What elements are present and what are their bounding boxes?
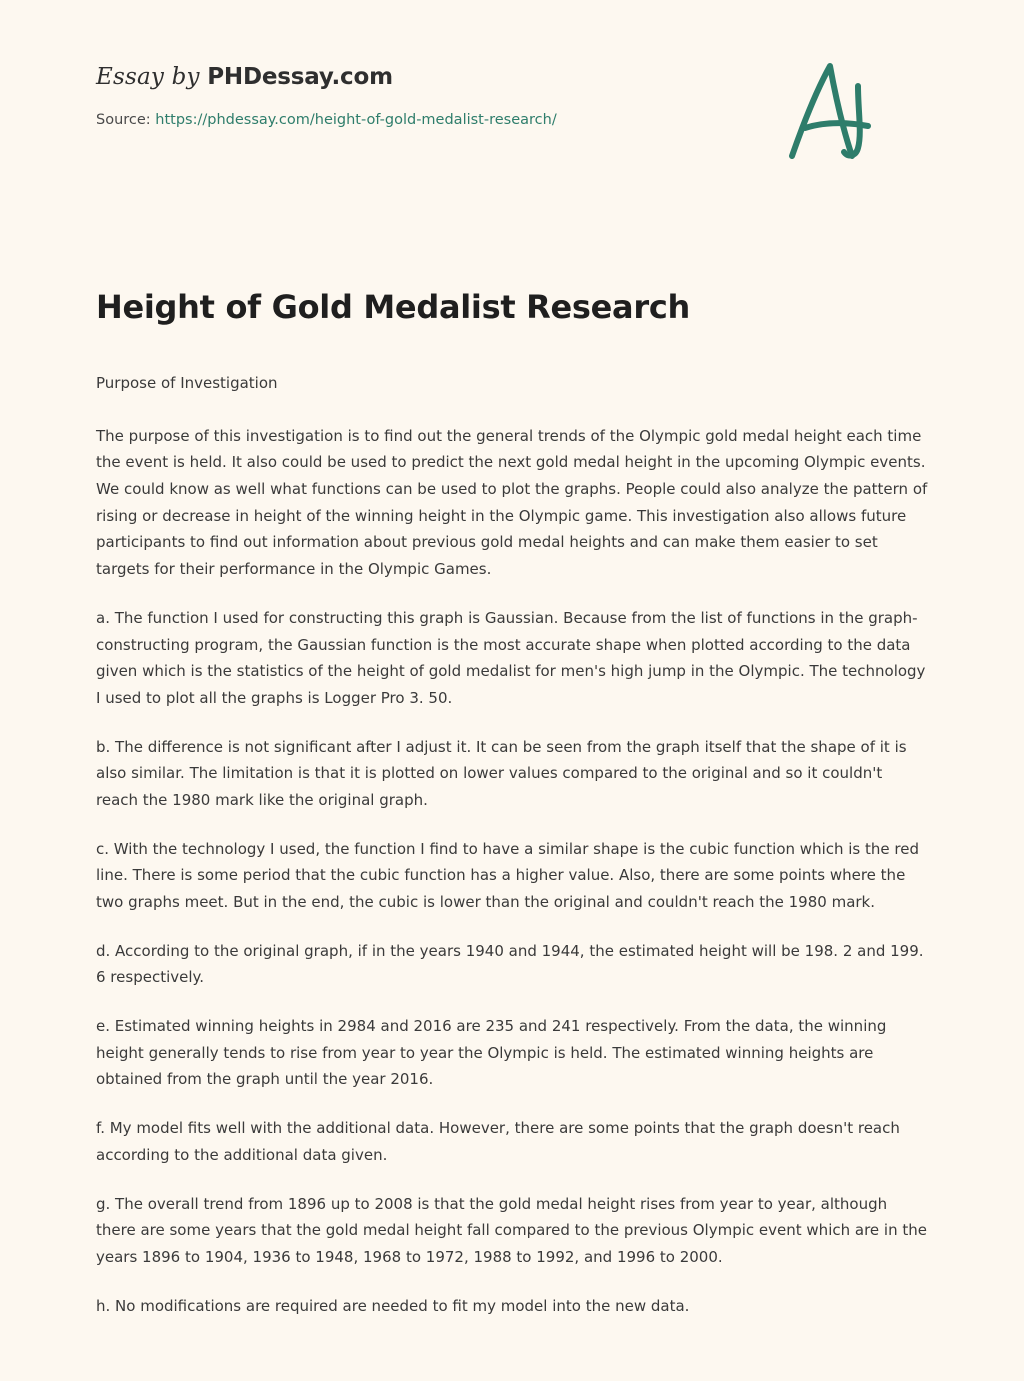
paragraph-c: c. With the technology I used, the function I find to have a similar shape is the cubic function which is the red line. There is some period that the cubic function has a higher value. Also, there are some points where the two graphs meet. But in the end, the cubic is lower than the original and couldn't reach the 1980 mark.	[96, 839, 919, 911]
paragraph-e: e. Estimated winning heights in 2984 and 2016 are 235 and 241 respectively. From the data, the winning height generally tends to rise from year to year the Olympic is held. The estimated winning heights are obtained from the graph until the year 2016.	[96, 1017, 887, 1089]
paragraph-h: h. No modifications are required are needed to fit my model into the new data.	[96, 1296, 690, 1315]
paragraph-f: f. My model fits well with the additional data. However, there are some points that the graph doesn't reach according to the additional data given.	[96, 1119, 900, 1164]
brand-by-word: by	[164, 64, 208, 90]
paragraph-g: g. The overall trend from 1896 up to 2008 is that the gold medal height rises from year to year, although there are some years that the gold medal height fall compared to the previous Olympic event which are in the years 1896 to 1904, 1936 to 1948, 1968 to 1972, 1988 to 1992, and 1996 to 2000.	[96, 1194, 927, 1266]
source-url-link[interactable]: https://phdessay.com/height-of-gold-medalist-research/	[155, 112, 557, 128]
paragraph-a: a. The function I used for constructing this graph is Gaussian. Because from the list of functions in the graph-constructing program, the Gaussian function is the most accurate shape when plotted according to the data given which is the statistics of the height of gold medalist for men's high jump in the Olympic. The technology I used to plot all the graphs is Logger Pro 3. 50.	[96, 608, 926, 707]
phdessay-a-logo-icon	[772, 52, 892, 172]
paragraph-b: b. The difference is not significant after I adjust it. It can be seen from the graph itself that the shape of it is also similar. The limitation is that it is plotted on lower values compared to the original and so it couldn't reach the 1980 mark like the original graph.	[96, 737, 907, 809]
source-label: Source:	[96, 112, 156, 128]
paragraph-purpose: The purpose of this investigation is to find out the general trends of the Olympic gold medal height each time the event is held. It also could be used to predict the next gold medal height in the upcoming Olympic events. We could know as well what functions can be used to plot the graphs. People could also analyze the pattern of rising or decrease in height of the winning height in the Olympic game. This investigation also allows future participants to find out information about previous gold medal heights and can make them easier to set targets for their performance in the Olympic Games.	[96, 426, 928, 579]
brand-essay-word: Essay	[96, 64, 165, 90]
paragraph-d: d. According to the original graph, if in the years 1940 and 1944, the estimated height will be 198. 2 and 199. 6 respectively.	[96, 941, 924, 987]
paragraph-purpose-heading: Purpose of Investigation	[96, 374, 278, 392]
page-title: Height of Gold Medalist Research	[96, 288, 690, 326]
article-body	[96, 370, 928, 1319]
masthead	[96, 64, 928, 184]
brand-site-name: PHDessay.com	[207, 64, 393, 90]
